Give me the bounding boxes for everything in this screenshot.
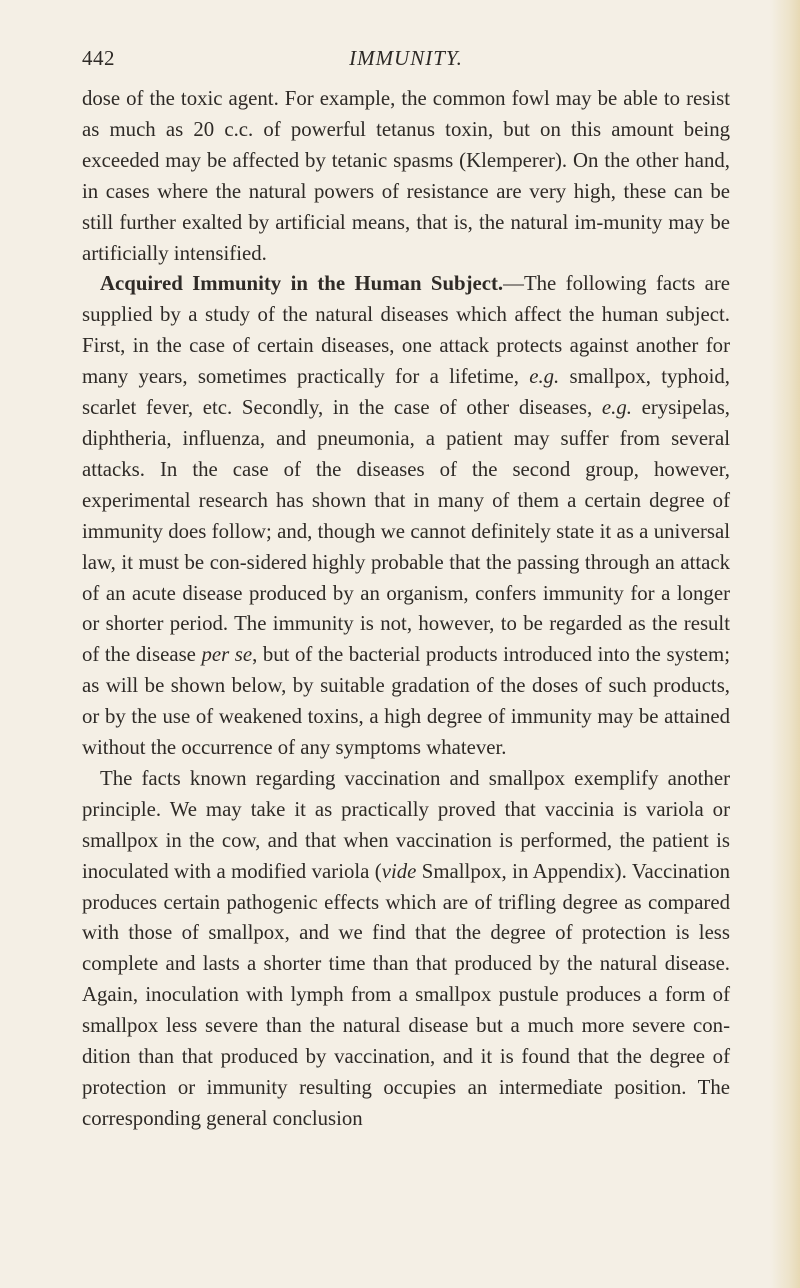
paragraph-text: —The following facts are supplied by a study of the natural diseases which affect the human subject. First, in the case of certain diseases, one attack protects against another for many years, sometimes practically for a lifetime, (82, 272, 731, 389)
paragraph-text: , but of the bacterial products introduced into the system; as will be shown below, by suitable gradation of the doses of such products, or by the use of weakened toxins, a high degree of immunity may be attained without the occurrence of any symptoms whatever. (82, 643, 730, 760)
paragraph-text: Smallpox, in Appendix). Vaccination produces certain pathogenic effects which are of trifling degree as compared with those of smallpox, and we find that the degree of protection is less complete and lasts a shorter time than that produced by the natural disease. Again, inoculation with lymph from a smallpox pustule produces a form of smallpox less severe than the natural disease but a much more severe con-dition than that produced by vaccination, and it is found that the degree of protection or immunity resulting occupies an intermediate position. The corresponding general conclusion (82, 859, 730, 1130)
paragraph-text: smallpox, typhoid, scarlet fever, etc. Secondly, in the case of other diseases, (82, 365, 730, 420)
running-head (82, 46, 730, 76)
italic-per-se: per se (201, 643, 253, 667)
paragraph-text: erysipelas, diphtheria, influenza, and pneumonia, a patient may suffer from several attacks. In the case of the diseases of the second group, however, experimental research has shown that in many of them a certain degree of immunity does follow; and, though we cannot definitely state it as a universal law, it must be con-sidered highly probable that the passing through an attack of an acute disease produced by an organism, confers immunity for a longer or shorter period. The immunity is not, however, to be regarded as the result of the disease (82, 396, 731, 667)
page-number: 442 (82, 46, 115, 70)
italic-eg: e.g. (601, 396, 632, 420)
paragraph-text: The facts known regarding vaccination and smallpox exemplify another principle. We may take it as practically proved that vaccinia is variola or smallpox in the cow, and that when vaccination is performed, the patient is inoculated with a modified variola ( (82, 766, 730, 883)
running-title: IMMUNITY. (349, 46, 463, 70)
paragraph-acquired-immunity (82, 269, 730, 764)
italic-eg: e.g. (529, 365, 560, 389)
body-text (82, 84, 730, 1135)
paragraph-continuation (82, 84, 730, 269)
paragraph-text: dose of the toxic agent. For example, the common fowl may be able to resist as much as 20 c.c. of powerful tetanus toxin, but on this amount being exceeded may be affected by tetanic spasms (Klemperer). On the other hand, in cases where the natural powers of resistance are very high, these can be still further exalted by artificial means, that is, the natural im-munity may be artificially intensified. (82, 87, 730, 265)
italic-vide: vide (381, 859, 417, 883)
section-heading: Acquired Immunity in the Human Subject. (100, 272, 504, 296)
paragraph-vaccination (82, 764, 730, 1135)
